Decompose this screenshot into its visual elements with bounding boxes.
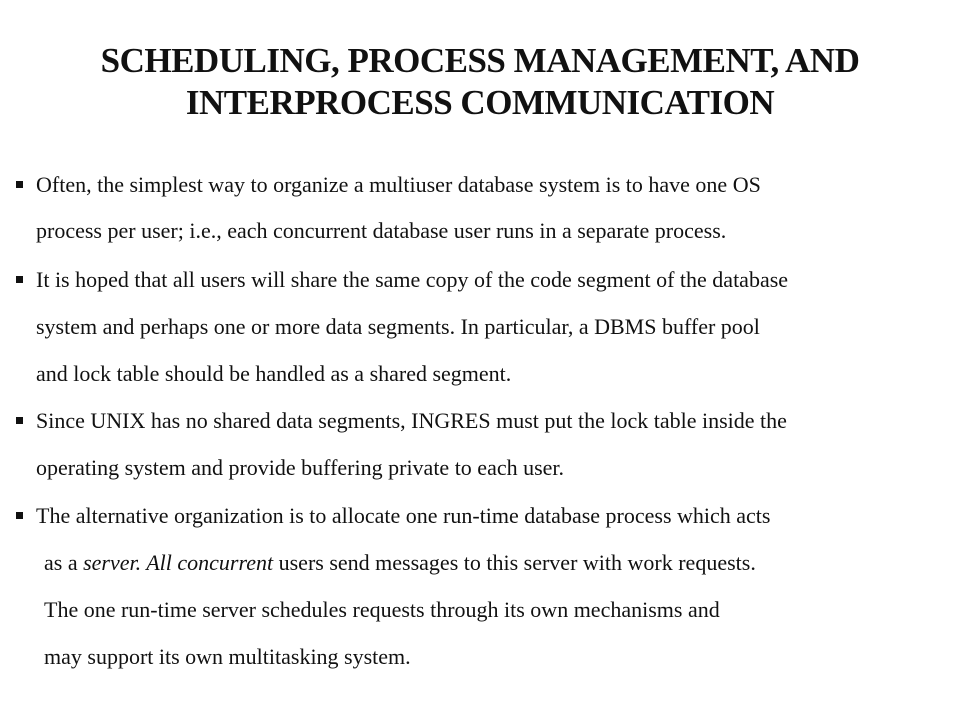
bullet-2-marker [16, 276, 23, 283]
bullet-4-marker [16, 512, 23, 519]
bullet-1-line-2: process per user; i.e., each concurrent database user runs in a separate process. [36, 218, 727, 243]
bullet-3-line-2: operating system and provide buffering private to each user. [36, 455, 565, 480]
bullet-4-line-2-italic: server. All concurrent [83, 550, 274, 575]
slide-title-line-1: SCHEDULING, PROCESS MANAGEMENT, AND [100, 41, 860, 80]
bullet-2-line-3: and lock table should be handled as a shared segment. [36, 361, 512, 386]
bullet-2-line-2: system and perhaps one or more data segments. In particular, a DBMS buffer pool [36, 314, 760, 339]
bullet-2-line-1: It is hoped that all users will share the same copy of the code segment of the database [36, 267, 789, 292]
slide-title-line-2: INTERPROCESS COMMUNICATION [185, 83, 775, 122]
bullet-4-line-2-prefix: as a [44, 550, 84, 575]
bullet-1-marker [16, 181, 23, 188]
slide-title [40, 40, 920, 124]
bullet-4-line-3: The one run-time server schedules requests through its own mechanisms and [44, 597, 720, 622]
bullet-4-line-1: The alternative organization is to allocate one run-time database process which acts [36, 503, 771, 528]
bullet-4-line-2-suffix: users send messages to this server with work requests. [273, 550, 756, 575]
bullet-4-line-4: may support its own multitasking system. [44, 644, 411, 669]
bullet-3-marker [16, 417, 23, 424]
bullet-4-line-2 [44, 550, 756, 576]
bullet-1-line-1: Often, the simplest way to organize a multiuser database system is to have one OS [36, 172, 761, 197]
bullet-3-line-1: Since UNIX has no shared data segments, INGRES must put the lock table inside the [36, 408, 787, 433]
